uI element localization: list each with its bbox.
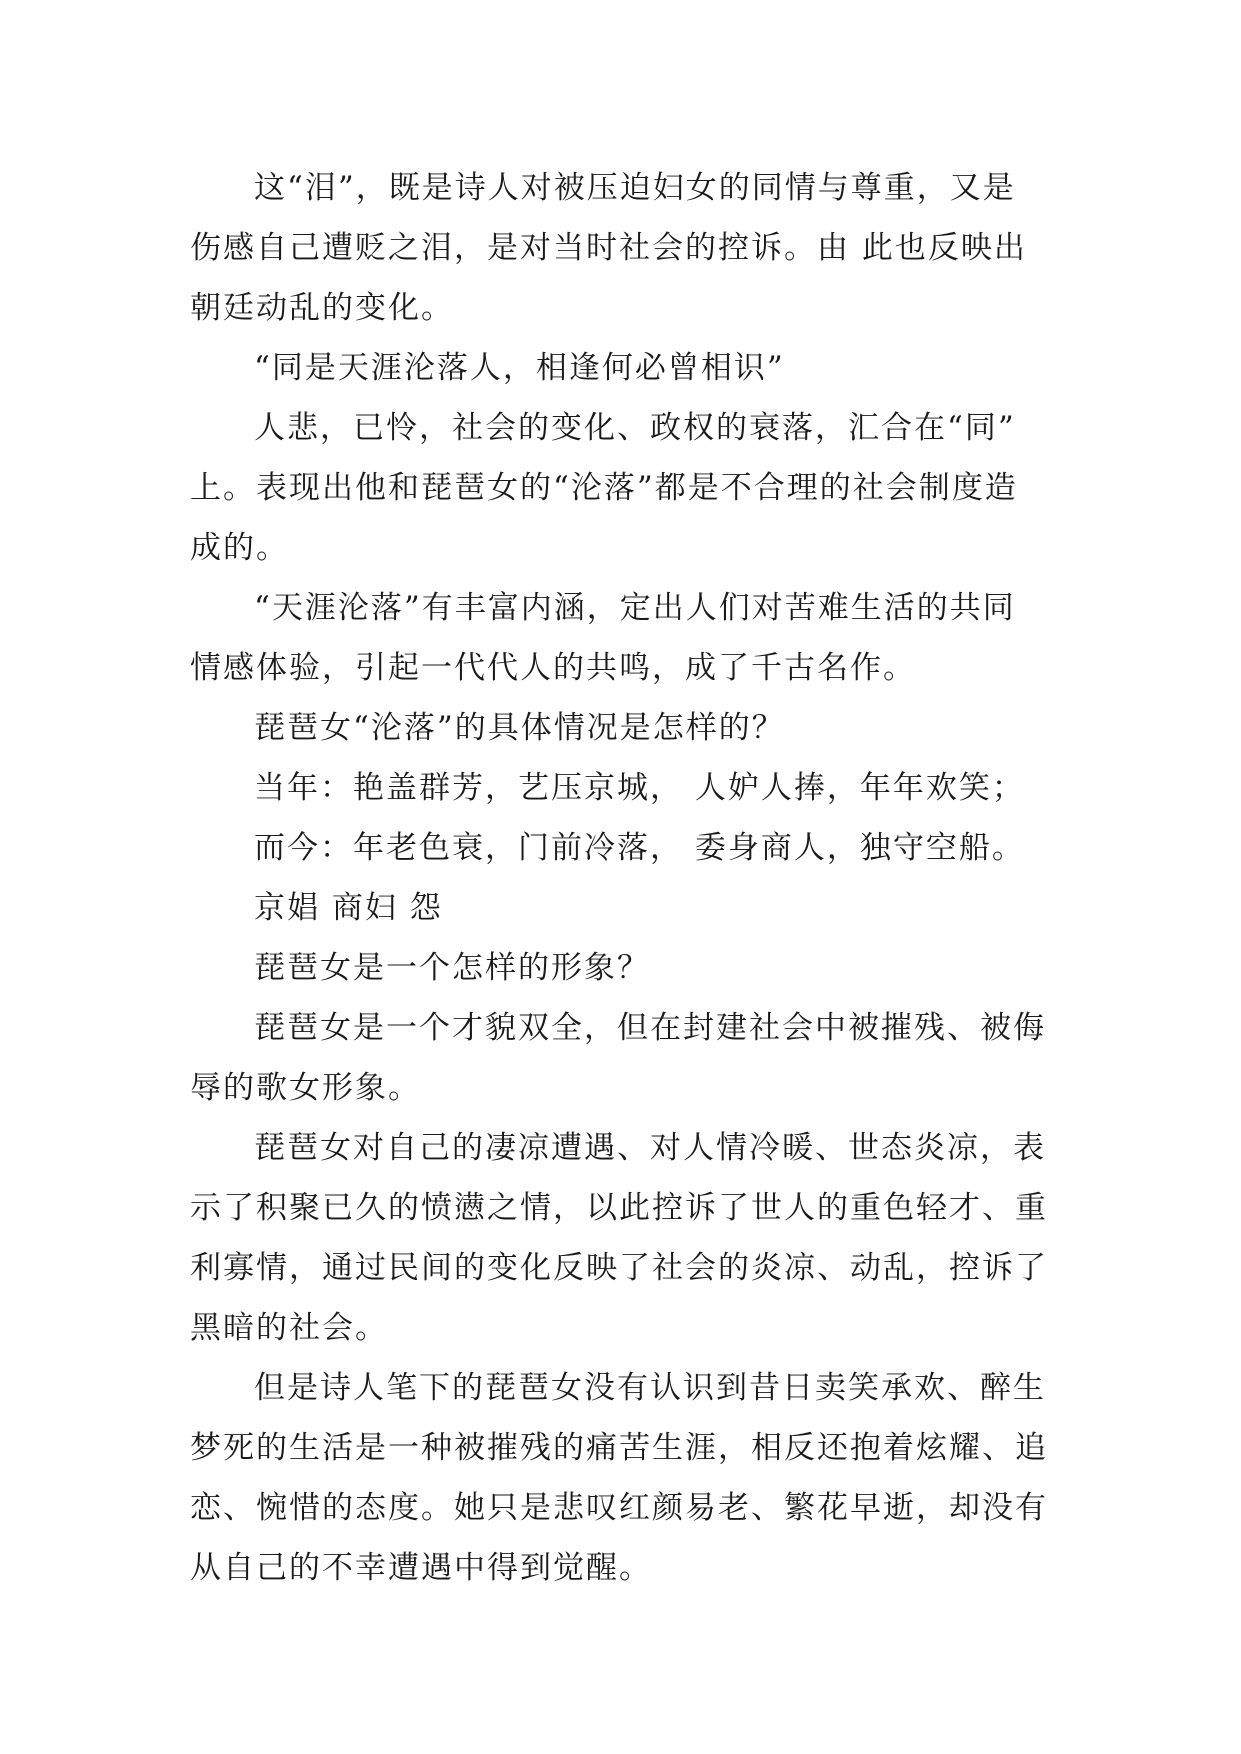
text-line: 恋、惋惜的态度。她只是悲叹红颜易老、繁花早逝，却没有 xyxy=(190,1490,1048,1526)
text-line: 成的。 xyxy=(190,530,289,566)
text-line: 琵琶女对自己的凄凉遭遇、对人情冷暖、世态炎凉，表 xyxy=(254,1130,1046,1166)
text-line: 梦死的生活是一种被摧残的痛苦生涯，相反还抱着炫耀、追 xyxy=(190,1430,1048,1466)
text-line: 示了积聚已久的愤懑之情，以此控诉了世人的重色轻才、重 xyxy=(190,1190,1048,1226)
text-line: 利寡情，通过民间的变化反映了社会的炎凉、动乱，控诉了 xyxy=(190,1250,1048,1286)
text-line: 这“泪”，既是诗人对被压迫妇女的同情与尊重，又是 xyxy=(254,170,1016,206)
text-line: 朝廷动乱的变化。 xyxy=(190,290,454,326)
text-line: 琵琶女是一个怎样的形象？ xyxy=(254,950,650,986)
text-line: 但是诗人笔下的琵琶女没有认识到昔日卖笑承欢、醉生 xyxy=(254,1370,1046,1406)
text-line: “天涯沦落”有丰富内涵，定出人们对苦难生活的共同 xyxy=(254,590,1016,626)
text-line: 琵琶女是一个才貌双全，但在封建社会中被摧残、被侮 xyxy=(254,1010,1046,1046)
text-line: 伤感自己遭贬之泪，是对当时社会的控诉。由 此也反映出 xyxy=(190,230,1027,266)
document-body xyxy=(190,158,1060,1598)
text-line: 黑暗的社会。 xyxy=(190,1310,388,1346)
text-line: 当年：艳盖群芳，艺压京城， 人妒人捧，年年欢笑； xyxy=(254,770,1025,806)
text-line: 从自己的不幸遭遇中得到觉醒。 xyxy=(190,1550,652,1586)
text-line: 辱的歌女形象。 xyxy=(190,1070,421,1106)
text-line: 琵琶女“沦落”的具体情况是怎样的？ xyxy=(254,710,785,746)
text-line: 上。表现出他和琵琶女的“沦落”都是不合理的社会制度造 xyxy=(190,470,1018,506)
text-line: 情感体验，引起一代代人的共鸣，成了千古名作。 xyxy=(190,650,916,686)
text-line: 而今：年老色衰，门前冷落， 委身商人，独守空船。 xyxy=(254,830,1025,866)
text-line: 京娼 商妇 怨 xyxy=(254,890,443,926)
text-line: 人悲，已怜，社会的变化、政权的衰落，汇合在“同” xyxy=(254,410,1016,446)
text-line: “同是天涯沦落人，相逢何必曾相识” xyxy=(254,350,785,386)
